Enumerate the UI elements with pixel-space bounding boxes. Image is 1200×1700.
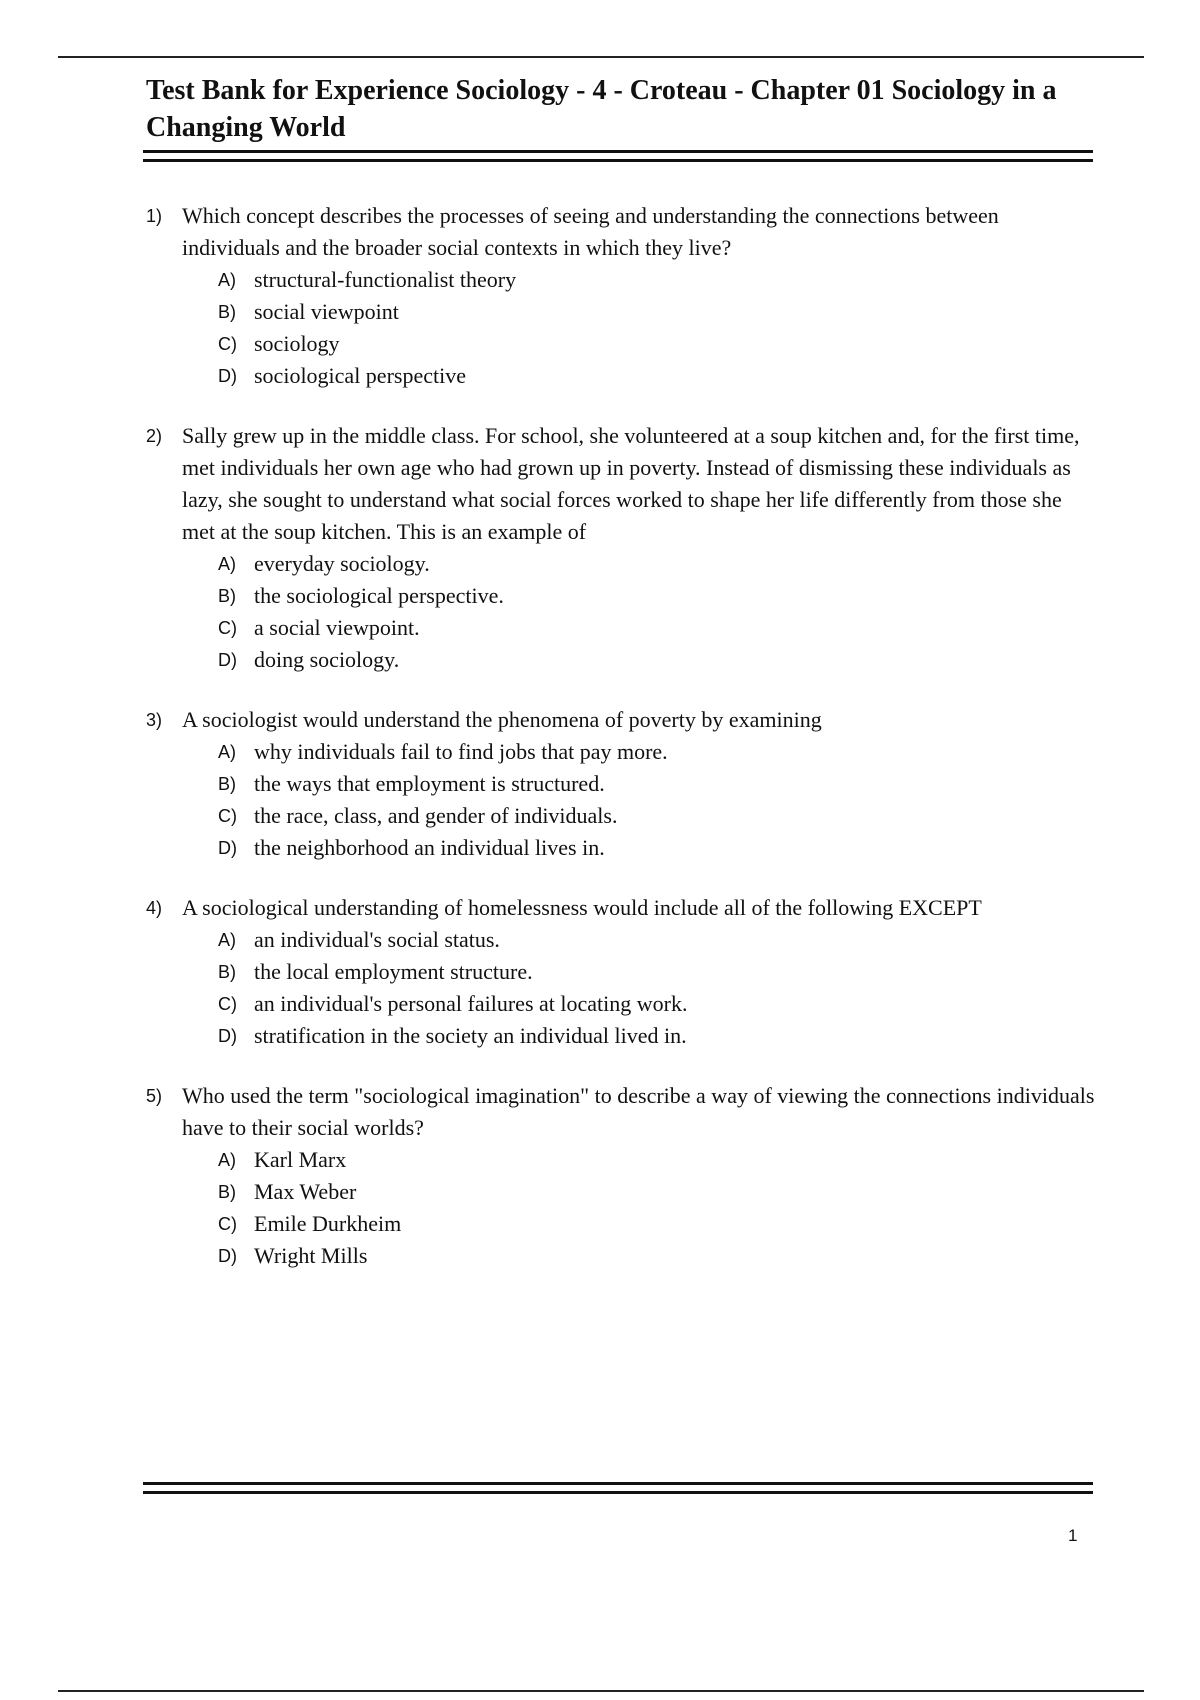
- answer-option: [218, 956, 1096, 988]
- title-divider: [143, 150, 1093, 162]
- question-number: 5): [146, 1086, 163, 1106]
- option-letter: D): [218, 1026, 237, 1046]
- option-text: the race, class, and gender of individuals.: [254, 803, 618, 828]
- answer-option: [218, 296, 1096, 328]
- question-text: Who used the term "sociological imagination" to describe a way of viewing the connections individuals have to their social worlds?: [182, 1083, 1095, 1140]
- option-letter: C): [218, 334, 237, 354]
- option-letter: A): [218, 742, 236, 762]
- option-letter: B): [218, 962, 236, 982]
- question-2: [146, 420, 1096, 676]
- option-letter: B): [218, 1182, 236, 1202]
- answer-options: [146, 1144, 1096, 1272]
- question-text: Sally grew up in the middle class. For school, she volunteered at a soup kitchen and, for the first time, met individuals her own age who had grown up in poverty. Instead of dismissing these individuals as lazy, she sought to understand what social forces worked to shape her life differently from those she met at the soup kitchen. This is an example of: [182, 423, 1080, 544]
- option-text: sociology: [254, 331, 340, 356]
- question-text: A sociological understanding of homelessness would include all of the following EXCEPT: [182, 895, 982, 920]
- option-letter: B): [218, 774, 236, 794]
- option-letter: A): [218, 930, 236, 950]
- answer-option: [218, 360, 1096, 392]
- option-text: the neighborhood an individual lives in.: [254, 835, 605, 860]
- answer-option: [218, 264, 1096, 296]
- option-text: doing sociology.: [254, 647, 400, 672]
- answer-option: [218, 580, 1096, 612]
- option-letter: D): [218, 1246, 237, 1266]
- option-text: a social viewpoint.: [254, 615, 420, 640]
- page-bottom-rule: [58, 1690, 1144, 1692]
- answer-option: [218, 644, 1096, 676]
- option-text: Wright Mills: [254, 1243, 368, 1268]
- option-text: the ways that employment is structured.: [254, 771, 605, 796]
- option-letter: B): [218, 586, 236, 606]
- answer-options: [146, 548, 1096, 676]
- question-number: 2): [146, 426, 163, 446]
- question-number: 1): [146, 206, 163, 226]
- option-letter: C): [218, 1214, 237, 1234]
- answer-option: [218, 328, 1096, 360]
- option-text: the sociological perspective.: [254, 583, 504, 608]
- page-top-rule: [58, 56, 1144, 58]
- option-text: Max Weber: [254, 1179, 357, 1204]
- option-text: structural-functionalist theory: [254, 267, 517, 292]
- option-text: sociological perspective: [254, 363, 466, 388]
- footer-divider: [143, 1482, 1093, 1494]
- answer-option: [218, 988, 1096, 1020]
- option-letter: D): [218, 650, 237, 670]
- answer-option: [218, 800, 1096, 832]
- question-4: [146, 892, 1096, 1052]
- option-text: stratification in the society an individual lived in.: [254, 1023, 687, 1048]
- option-letter: D): [218, 366, 237, 386]
- question-text: Which concept describes the processes of seeing and understanding the connections between individuals and the broader social contexts in which they live?: [182, 203, 999, 260]
- question-number: 4): [146, 898, 163, 918]
- answer-option: [218, 1208, 1096, 1240]
- question-5: [146, 1080, 1096, 1272]
- option-letter: B): [218, 302, 236, 322]
- answer-option: [218, 1020, 1096, 1052]
- option-letter: C): [218, 618, 237, 638]
- page-number: 1: [1068, 1526, 1078, 1545]
- answer-option: [218, 548, 1096, 580]
- option-letter: C): [218, 994, 237, 1014]
- question-3: [146, 704, 1096, 864]
- answer-option: [218, 768, 1096, 800]
- option-text: why individuals fail to find jobs that pay more.: [254, 739, 668, 764]
- question-list: [146, 200, 1096, 1300]
- question-text: A sociologist would understand the phenomena of poverty by examining: [182, 707, 822, 732]
- option-text: the local employment structure.: [254, 959, 533, 984]
- question-number: 3): [146, 710, 163, 730]
- answer-option: [218, 1144, 1096, 1176]
- answer-option: [218, 832, 1096, 864]
- option-letter: D): [218, 838, 237, 858]
- answer-option: [218, 1176, 1096, 1208]
- option-letter: A): [218, 270, 236, 290]
- document-title: Test Bank for Experience Sociology - 4 - Croteau - Chapter 01 Sociology in a Changing World: [146, 75, 1057, 143]
- option-text: an individual's personal failures at locating work.: [254, 991, 688, 1016]
- option-letter: A): [218, 554, 236, 574]
- option-text: Emile Durkheim: [254, 1211, 402, 1236]
- answer-option: [218, 736, 1096, 768]
- answer-option: [218, 612, 1096, 644]
- answer-options: [146, 924, 1096, 1052]
- option-text: social viewpoint: [254, 299, 399, 324]
- option-text: Karl Marx: [254, 1147, 347, 1172]
- option-letter: A): [218, 1150, 236, 1170]
- answer-option: [218, 924, 1096, 956]
- option-text: everyday sociology.: [254, 551, 430, 576]
- question-1: [146, 200, 1096, 392]
- answer-options: [146, 736, 1096, 864]
- option-text: an individual's social status.: [254, 927, 500, 952]
- option-letter: C): [218, 806, 237, 826]
- answer-options: [146, 264, 1096, 392]
- answer-option: [218, 1240, 1096, 1272]
